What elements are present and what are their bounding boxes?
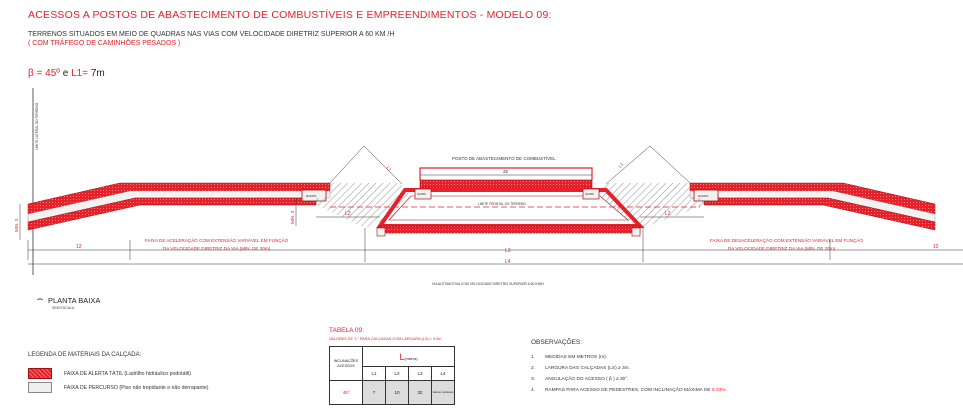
tabela-header-l: L — [399, 351, 405, 362]
tabela-title: TABELA 09: — [329, 327, 364, 334]
tabela-header-group — [363, 347, 455, 367]
param-and: e — [59, 68, 72, 79]
page-note: ( COM TRÁFEGO DE CAMINHÕES PESADOS ) — [28, 40, 181, 47]
station-access-inner — [389, 196, 628, 220]
tabela-angle: 45º — [330, 381, 363, 405]
l3-label: L3 — [505, 248, 511, 254]
dim-25-label: 25 — [503, 169, 509, 174]
tabela-col-l4: L4 — [432, 367, 455, 381]
l1-param-value: 7m — [90, 68, 105, 79]
beta-param: β = 45º — [28, 68, 60, 79]
decel-line-2: DA VELOCIDADE DIRETRIZ DA VIA (MÍN. DE 20m) — [728, 246, 836, 251]
tabela-col-l1: L1 — [363, 367, 386, 381]
observacao-2: 2. LARGURA DAS CALÇADAS (LS) ≥ 3m. — [531, 366, 631, 371]
planta-label: PLANTA BAIXA — [48, 296, 101, 305]
l2-left-label: L2 — [345, 211, 351, 217]
dim-12-left: 12 — [76, 244, 82, 250]
tabela-value-l2: 10 — [386, 381, 409, 405]
min3-mid-label: MIN. 3 — [290, 210, 295, 224]
observacoes-title: OBSERVAÇÕES: — [531, 339, 583, 346]
road-label: VIA AUTOMOTIVA COM VELOCIDADE DIRETRIZ SUPERIOR A 60 KM/H — [432, 282, 544, 286]
tabela-col-l3: L3 — [409, 367, 432, 381]
station-right-ramp-label: RAMPA — [585, 193, 595, 196]
l2-right-label: L2 — [665, 211, 671, 217]
right-ramp-label: RAMPA — [698, 194, 709, 198]
l1-left-label: L1 — [385, 165, 393, 173]
tabela-header-left: INCLINAÇÕES ACESSOS — [330, 347, 363, 381]
legenda-item-alerta: FAIXA DE ALERTA TÁTIL (Ladrilho hidráulico podotátil) — [28, 368, 191, 379]
l1-right-line-2 — [606, 146, 650, 184]
l4-label: L4 — [505, 259, 511, 265]
tabela-value-l1: 7 — [363, 381, 386, 405]
page-subtitle: TERRENOS SITUADOS EM MEIO DE QUADRAS NAS VIAS COM VELOCIDADE DIRETRIZ SUPERIOR A 60 KM /H — [28, 31, 395, 38]
l1-right-label: L1 — [617, 161, 625, 169]
station-left-ramp-label: RAMPA — [417, 193, 427, 196]
percurso-swatch — [28, 382, 52, 393]
observacao-3: 3. ANGULAÇÃO DO ACESSO ( β ) ≥ 30°. — [531, 377, 629, 382]
left-ramp-label: RAMPA — [306, 194, 317, 198]
l1-left-line-2 — [364, 146, 402, 184]
l1-left-line — [330, 146, 364, 183]
tabela-09 — [329, 346, 455, 405]
accel-line-2: DA VELOCIDADE DIRETRIZ DA VIA (MÍN. DE 20m) — [163, 246, 271, 251]
station-label: POSTO DE ABASTECIMENTO DE COMBUSTÍVEL — [452, 156, 556, 161]
decel-line-1: FAIXA DE DESACELERAÇÃO COM EXTENSÃO VARIÁVEL EM FUNÇÃO — [710, 238, 863, 243]
observacao-1: 1. MEDIDAS EM METROS (m). — [531, 355, 608, 360]
station-front-left-ramp — [377, 228, 385, 236]
station-front-right-ramp — [632, 228, 640, 236]
min3-left-label: MIN. 3 — [14, 218, 19, 232]
tabela-subtitle: VALORES DE "L" PARA CALÇADAS COM LARGURA (LS) = 3.0m — [329, 337, 442, 341]
page-title: ACESSOS A POSTOS DE ABASTECIMENTO DE COMBUSTÍVEIS E EMPREENDIMENTOS - MODELO 09: — [28, 9, 552, 21]
station-front-sidewalk — [380, 226, 640, 233]
station-island — [420, 180, 592, 188]
l1-right-line — [650, 146, 690, 183]
front-limit-label: LIMITE FRONTAL DO TERRENO — [478, 202, 526, 206]
tabela-header-unit: (metros) — [404, 356, 418, 361]
tabela-value-l4: valores variáveis — [432, 381, 455, 405]
tabela-col-l2: L2 — [386, 367, 409, 381]
legenda-item-percurso: FAIXA DE PERCURSO (Piso não trepidante e não derrapante) — [28, 382, 208, 393]
dim-12-right: 12 — [933, 244, 939, 250]
accel-line-1: FAIXA DE ACELERAÇÃO COM EXTENSÃO VARIÁVEL EM FUNÇÃO — [145, 238, 289, 243]
planta-scale: SEM ESCALA — [52, 306, 75, 310]
observacao-4: 4. RAMPAS PARA ACESSO DE PEDESTRES, COM INCLINAÇÃO MÁXIMA DE 8.33%. — [531, 388, 727, 393]
alerta-swatch — [28, 368, 52, 379]
planta-symbol — [37, 299, 43, 300]
l1-param: L1= — [71, 68, 91, 79]
legenda-title: LEGENDA DE MATERIAIS DA CALÇADA: — [28, 352, 142, 358]
tabela-value-l3: 32 — [409, 381, 432, 405]
lateral-limit-label: LIMITE LATERAL DO TERRENO — [35, 102, 39, 150]
